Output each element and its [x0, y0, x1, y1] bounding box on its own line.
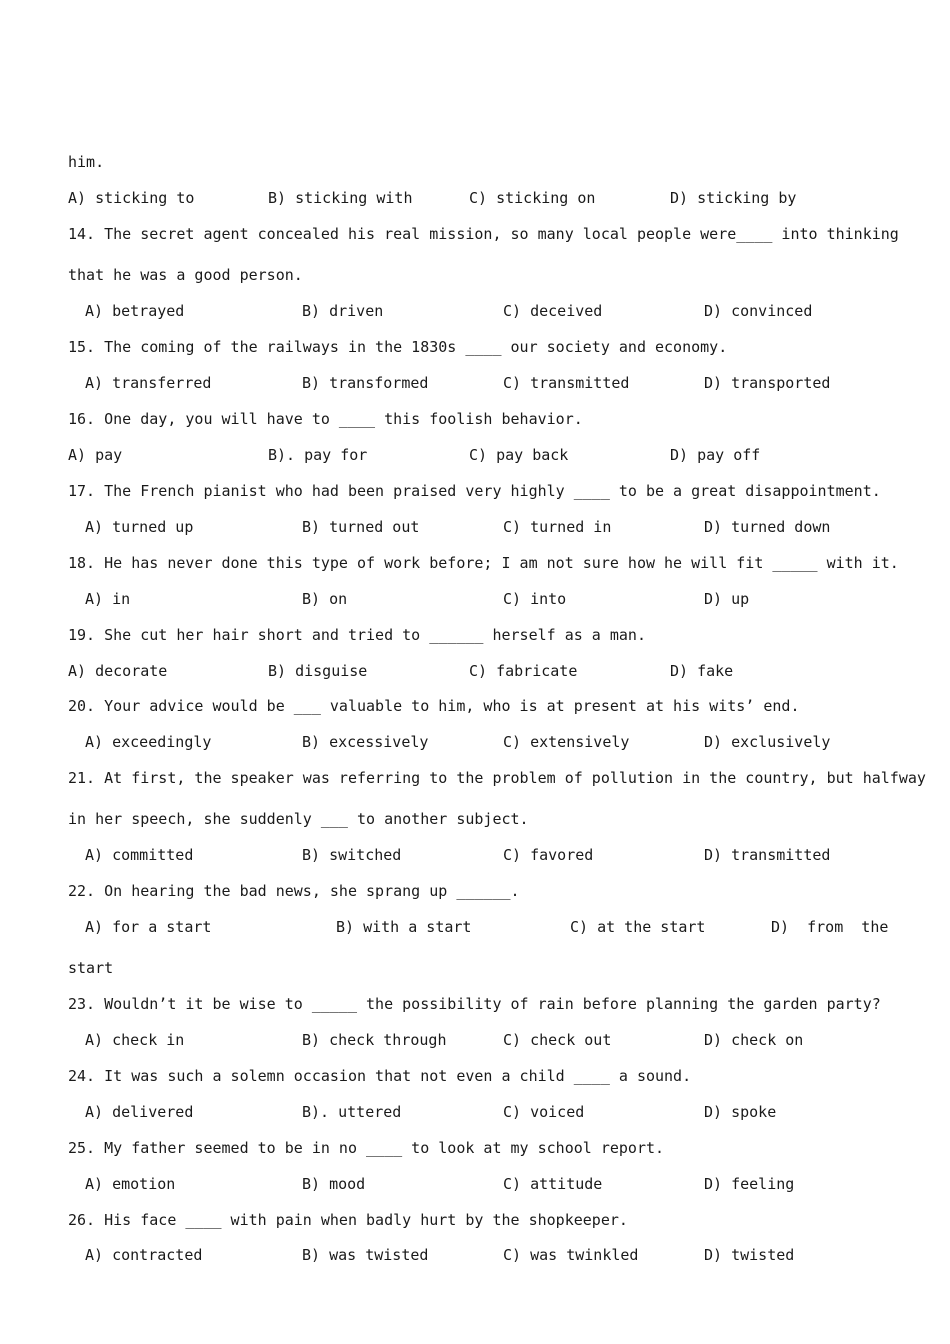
q20-options	[0, 732, 950, 752]
q23-options	[0, 1030, 950, 1050]
q16-option-d: D) pay off	[670, 446, 761, 464]
q17-text: 17. The French pianist who had been praised very highly ____ to be a great disappointment.	[68, 482, 881, 500]
q21-text-line2: in her speech, she suddenly ___ to another subject.	[68, 810, 529, 828]
q26-option-b: B) was twisted	[302, 1246, 429, 1264]
q19-options	[0, 661, 950, 681]
q22-option-d-wrap: start	[68, 959, 114, 977]
q24-options	[0, 1102, 950, 1122]
q14-option-c: C) deceived	[503, 302, 603, 320]
q26-options	[0, 1245, 950, 1265]
q13-option-b: B) sticking with	[268, 189, 413, 207]
q24-option-b: B). uttered	[302, 1103, 402, 1121]
q16-option-b: B). pay for	[268, 446, 368, 464]
q22-text: 22. On hearing the bad news, she sprang up ______.	[68, 882, 520, 900]
q18-option-c: C) into	[503, 590, 567, 608]
q14-text-line2: that he was a good person.	[68, 266, 303, 284]
q14-text-line1: 14. The secret agent concealed his real mission, so many local people were____ into thinking	[68, 225, 899, 243]
q18-text: 18. He has never done this type of work before; I am not sure how he will fit _____ with it.	[68, 554, 899, 572]
continued-text: him.	[68, 153, 105, 171]
q20-option-b: B) excessively	[302, 733, 429, 751]
q16-option-c: C) pay back	[469, 446, 569, 464]
q18-option-a: A) in	[85, 590, 131, 608]
q22-option-a: A) for a start	[85, 918, 212, 936]
q14-option-a: A) betrayed	[85, 302, 185, 320]
q21-text-line1: 21. At first, the speaker was referring to the problem of pollution in the country, but halfway	[68, 769, 926, 787]
q16-options	[0, 445, 950, 465]
q14-options	[0, 301, 950, 321]
q18-option-b: B) on	[302, 590, 348, 608]
q25-options	[0, 1174, 950, 1194]
q13-option-c: C) sticking on	[469, 189, 596, 207]
q25-option-b: B) mood	[302, 1175, 366, 1193]
q24-option-d: D) spoke	[704, 1103, 777, 1121]
q16-option-a: A) pay	[68, 446, 123, 464]
q23-option-a: A) check in	[85, 1031, 185, 1049]
q21-options	[0, 845, 950, 865]
q23-option-b: B) check through	[302, 1031, 447, 1049]
q13-options	[0, 188, 950, 208]
q25-option-c: C) attitude	[503, 1175, 603, 1193]
q17-option-b: B) turned out	[302, 518, 420, 536]
q17-option-d: D) turned down	[704, 518, 831, 536]
q21-option-b: B) switched	[302, 846, 402, 864]
q26-option-d: D) twisted	[704, 1246, 795, 1264]
q24-option-c: C) voiced	[503, 1103, 585, 1121]
q17-option-a: A) turned up	[85, 518, 194, 536]
q22-option-b: B) with a start	[336, 918, 472, 936]
q19-option-c: C) fabricate	[469, 662, 578, 680]
q25-option-a: A) emotion	[85, 1175, 176, 1193]
q20-option-c: C) extensively	[503, 733, 630, 751]
q23-option-d: D) check on	[704, 1031, 804, 1049]
q15-option-a: A) transferred	[85, 374, 212, 392]
q13-option-a: A) sticking to	[68, 189, 195, 207]
q19-option-b: B) disguise	[268, 662, 368, 680]
q18-options	[0, 589, 950, 609]
q15-options	[0, 373, 950, 393]
q25-option-d: D) feeling	[704, 1175, 795, 1193]
q15-option-d: D) transported	[704, 374, 831, 392]
q17-options	[0, 517, 950, 537]
q15-option-c: C) transmitted	[503, 374, 630, 392]
q18-option-d: D) up	[704, 590, 750, 608]
q22-option-c: C) at the start	[570, 918, 706, 936]
q20-option-a: A) exceedingly	[85, 733, 212, 751]
q25-text: 25. My father seemed to be in no ____ to look at my school report.	[68, 1139, 665, 1157]
q21-option-a: A) committed	[85, 846, 194, 864]
q14-option-b: B) driven	[302, 302, 384, 320]
q21-option-c: C) favored	[503, 846, 594, 864]
q19-text: 19. She cut her hair short and tried to ______ herself as a man.	[68, 626, 646, 644]
q19-option-a: A) decorate	[68, 662, 168, 680]
q21-option-d: D) transmitted	[704, 846, 831, 864]
q20-text: 20. Your advice would be ___ valuable to him, who is at present at his wits’ end.	[68, 697, 800, 715]
q26-option-c: C) was twinkled	[503, 1246, 639, 1264]
q15-text: 15. The coming of the railways in the 1830s ____ our society and economy.	[68, 338, 728, 356]
q14-option-d: D) convinced	[704, 302, 813, 320]
q19-option-d: D) fake	[670, 662, 734, 680]
q16-text: 16. One day, you will have to ____ this foolish behavior.	[68, 410, 583, 428]
q23-text: 23. Wouldn’t it be wise to _____ the possibility of rain before planning the garden party?	[68, 995, 881, 1013]
q13-option-d: D) sticking by	[670, 189, 797, 207]
q20-option-d: D) exclusively	[704, 733, 831, 751]
q26-option-a: A) contracted	[85, 1246, 203, 1264]
q22-option-d: D) from the	[771, 918, 889, 936]
q15-option-b: B) transformed	[302, 374, 429, 392]
q24-text: 24. It was such a solemn occasion that not even a child ____ a sound.	[68, 1067, 692, 1085]
q24-option-a: A) delivered	[85, 1103, 194, 1121]
q17-option-c: C) turned in	[503, 518, 612, 536]
q23-option-c: C) check out	[503, 1031, 612, 1049]
q22-options	[0, 917, 950, 937]
q26-text: 26. His face ____ with pain when badly hurt by the shopkeeper.	[68, 1211, 628, 1229]
